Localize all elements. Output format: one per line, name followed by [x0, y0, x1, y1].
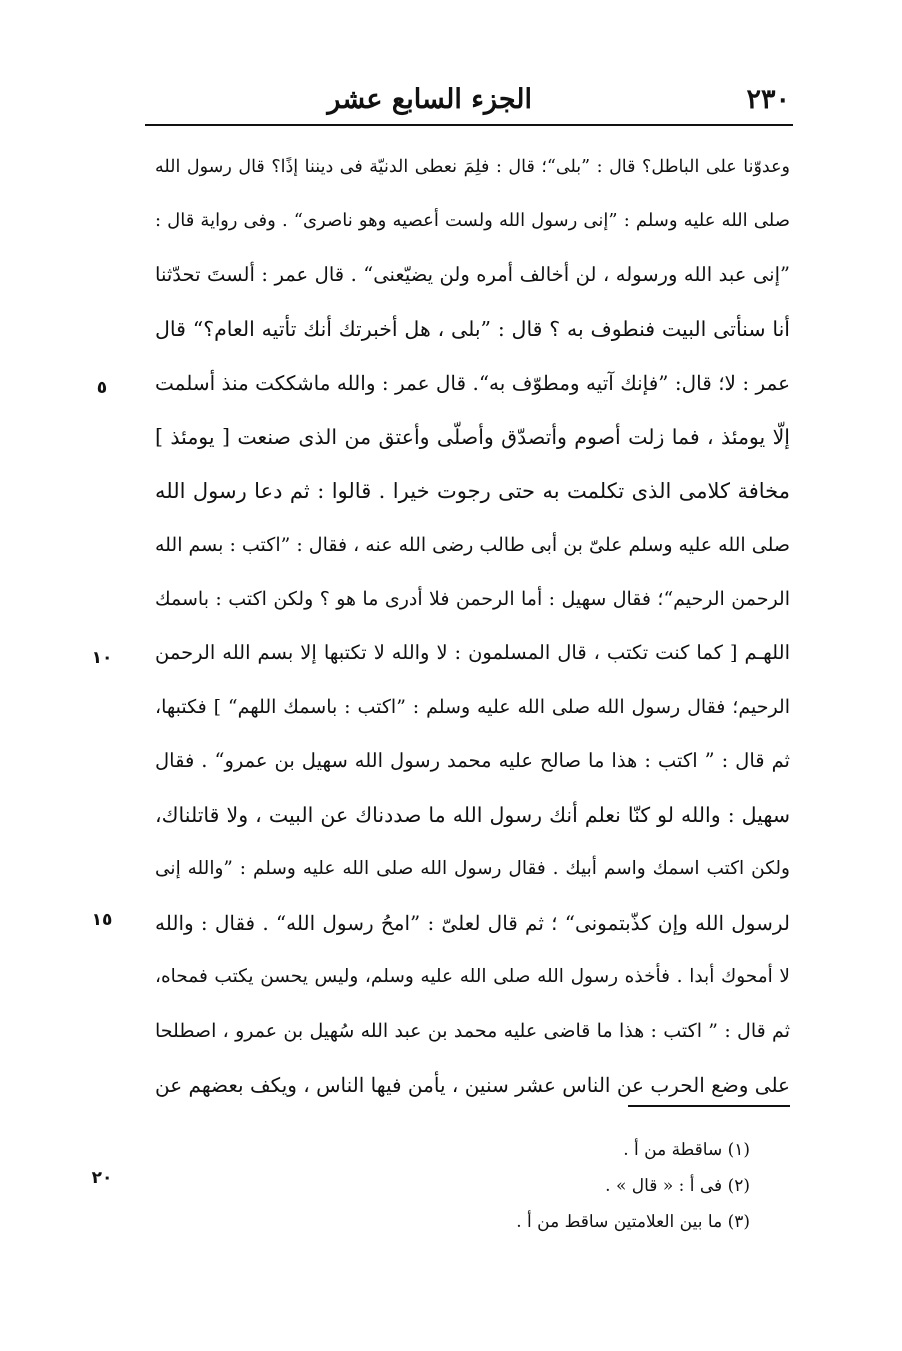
text-line: الرحيم؛ فقال رسول الله صلى الله عليه وسلم : ”اكتب : باسمك اللهم“ ] فكتبها، — [155, 696, 790, 718]
text-line: سهيل : والله لو كنّا نعلم أنك رسول الله ما صددناك عن البيت ، ولا قاتلناك، — [155, 803, 790, 827]
text-line: ”إنى عبد الله ورسوله ، لن أخالف أمره ولن يضيّعنى“ . قال عمر : ألستَ تحدّثنا — [155, 263, 790, 286]
text-line: ثم قال : ” اكتب : هذا ما قاضى عليه محمد بن عبد الله سُهيل بن عمرو ، اصطلحا — [155, 1020, 790, 1042]
footnote: (٢) فى أ : « قال » . — [605, 1176, 750, 1196]
text-line: صلى الله عليه وسلم علىّ بن أبى طالب رضى الله عنه ، فقال : ”اكتب : بسم الله — [155, 534, 790, 556]
text-line: وعدوّنا على الباطل؟ قال : ”بلى“؛ قال : فلِمَ نعطى الدنيّة فى ديننا إذًا؟ قال رسول الله — [155, 157, 790, 177]
text-line: على وضع الحرب عن الناس عشر سنين ، يأمن فيها الناس ، ويكف بعضهم عن — [155, 1073, 790, 1097]
page-header — [150, 78, 790, 124]
body-text — [155, 140, 790, 1112]
text-line: الرحمن الرحيم“؛ فقال سهيل : أما الرحمن فلا أدرى ما هو ؟ ولكن اكتب : باسمك — [155, 588, 790, 610]
footnote: (٣) ما بين العلامتين ساقط من أ . — [516, 1212, 750, 1232]
line-number-5: ٥ — [96, 378, 108, 398]
text-line: إلّا يومئذ ، فما زلت أصوم وأتصدّق وأصلّى وأعتق من الذى صنعت [ يومئذ ] — [155, 425, 790, 449]
line-number-10: ١٠ — [91, 648, 113, 668]
text-line: ولكن اكتب اسمك واسم أبيك . فقال رسول الله صلى الله عليه وسلم : ”والله إنى — [155, 858, 790, 879]
footnote: (١) ساقطة من أ . — [623, 1140, 750, 1160]
text-line: أنا سنأتى البيت فنطوف به ؟ قال : ”بلى ، هل أخبرتك أنك تأتيه العام؟“ قال — [155, 317, 790, 341]
text-line: لرسول الله وإن كذّبتمونى“ ؛ ثم قال لعلىّ : ”امحُ رسول الله“ . فقال : والله — [155, 911, 790, 935]
line-number-15: ١٥ — [91, 910, 113, 930]
text-line: اللهـم [ كما كنت تكتب ، قال المسلمون : لا والله لا تكتبها إلا بسم الله الرحمن — [155, 641, 790, 664]
running-title: الجزء السابع عشر — [327, 84, 532, 115]
page-number: ٢٣٠ — [746, 84, 790, 115]
text-line: لا أمحوك أبدا . فأخذه رسول الله صلى الله عليه وسلم، وليس يحسن يكتب فمحاه، — [155, 966, 790, 987]
header-rule — [145, 124, 793, 126]
footnotes — [420, 1132, 750, 1240]
line-number-20: ٢٠ — [91, 1168, 113, 1188]
text-line: ثم قال : ” اكتب : هذا ما صالح عليه محمد رسول الله سهيل بن عمرو“ . فقال — [155, 749, 790, 772]
footnote-rule — [628, 1105, 790, 1107]
text-line: مخافة كلامى الذى تكلمت به حتى رجوت خيرا . قالوا : ثم دعا رسول الله — [155, 479, 790, 503]
text-line: عمر : لا؛ قال: ”فإنك آتيه ومطوّف به“. قال عمر : والله ماشككت منذ أسلمت — [155, 371, 790, 395]
text-line: صلى الله عليه وسلم : ”إنى رسول الله ولست أعصيه وهو ناصرى“ . وفى رواية قال : — [155, 210, 790, 231]
